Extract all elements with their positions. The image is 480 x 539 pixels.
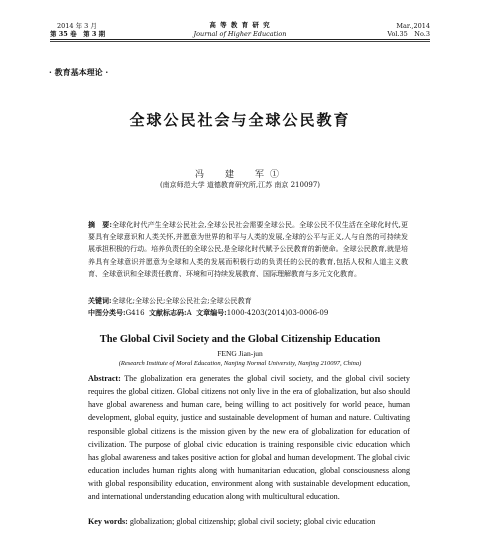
- abstract-en-text: The globalization era generates the global civil society, and the global civil society requires the global citizen. Global citizens not only live in the era of globalization, but also should have global awareness and human care, being willing to act positively for world peace, human development, global equity, justice and sustainable development of human and nature. Cultivating responsible global citizens is the mission given by the new era of globalization for education of civilization. The purpose of global civic education is training responsible civic education which has global awareness and takes positive action for global and human development. The global civic education includes human rights along with humanitarian education, global consciousness along with global responsibility education, environment along with sustainable development education, and international understanding education along with multicultural education.: [88, 374, 410, 502]
- article-title-cn: 全球公民社会与全球公民教育: [129, 111, 351, 129]
- abstract-cn: [88, 219, 408, 280]
- author-name-en: FENG Jian-jun: [217, 349, 263, 358]
- article-no-label: 文章编号:: [196, 308, 227, 317]
- abstract-en: [88, 372, 410, 504]
- header-rule-thin: [50, 41, 430, 42]
- classification-line: [88, 307, 408, 319]
- section-label: · 教育基本理论 ·: [49, 67, 109, 77]
- keywords-cn-text: 全球化;全球公民;全球公民社会;全球公民教育: [111, 297, 252, 305]
- header-rule: [50, 39, 430, 40]
- article-no-value: 1000-4203(2014)03-0006-09: [226, 309, 329, 317]
- journal-title-en: Journal of Higher Education: [193, 30, 287, 38]
- volume-issue-cn: 第 35 卷 第 3 期: [50, 30, 106, 38]
- abstract-cn-label: 摘 要:: [88, 220, 112, 229]
- keywords-en: [88, 515, 410, 528]
- doc-code-label: 文献标志码:: [149, 308, 187, 317]
- article-title-en: The Global Civil Society and the Global Citizenship Education: [99, 334, 381, 345]
- clc-value: G416: [125, 309, 145, 317]
- keywords-en-label: Key words:: [88, 517, 128, 526]
- abstract-cn-text: 全球化时代产生全球公民社会,全球公民社会需要全球公民。全球公民不仅生活在全球化时代,更要具有全球意识和人类关怀,并愿意为世界的和平与人类的发展,全球的公平与正义,人与自然的可持续发展承担积极的行动。培养负责任的全球公民,是全球化时代赋予公民教育的新使命。全球公民教育,就是培养具有全球意识并愿意为全球和人类的发展而积极行动的负责任的公民的教育,包括人权和人道主义教育、全球意识和全球责任教育、环境和可持续发展教育、国际理解教育与多元文化教育。: [88, 221, 409, 278]
- keywords-cn-label: 关键词:: [88, 296, 112, 305]
- keywords-en-text: globalization; global citizenship; global civil society; global civic education: [129, 517, 376, 526]
- author-name-cn: 冯 建 军①: [194, 170, 285, 180]
- journal-title-cn: 高 等 教 育 研 究: [209, 21, 271, 29]
- volume-issue-en: Vol.35 No.3: [387, 30, 430, 38]
- issue-date-cn: 2014 年 3 月: [57, 22, 97, 30]
- clc-label: 中图分类号:: [88, 308, 126, 317]
- author-affiliation-en: (Research Institute of Moral Education, Nanjing Normal University, Nanjing 210097, China): [118, 360, 362, 367]
- keywords-cn: [88, 295, 408, 307]
- issue-date-en: Mar.,2014: [396, 22, 430, 30]
- abstract-en-label: Abstract:: [88, 374, 121, 383]
- doc-code-value: A: [186, 309, 192, 317]
- author-affiliation-cn: (南京师范大学 道德教育研究所,江苏 南京 210097): [159, 181, 321, 189]
